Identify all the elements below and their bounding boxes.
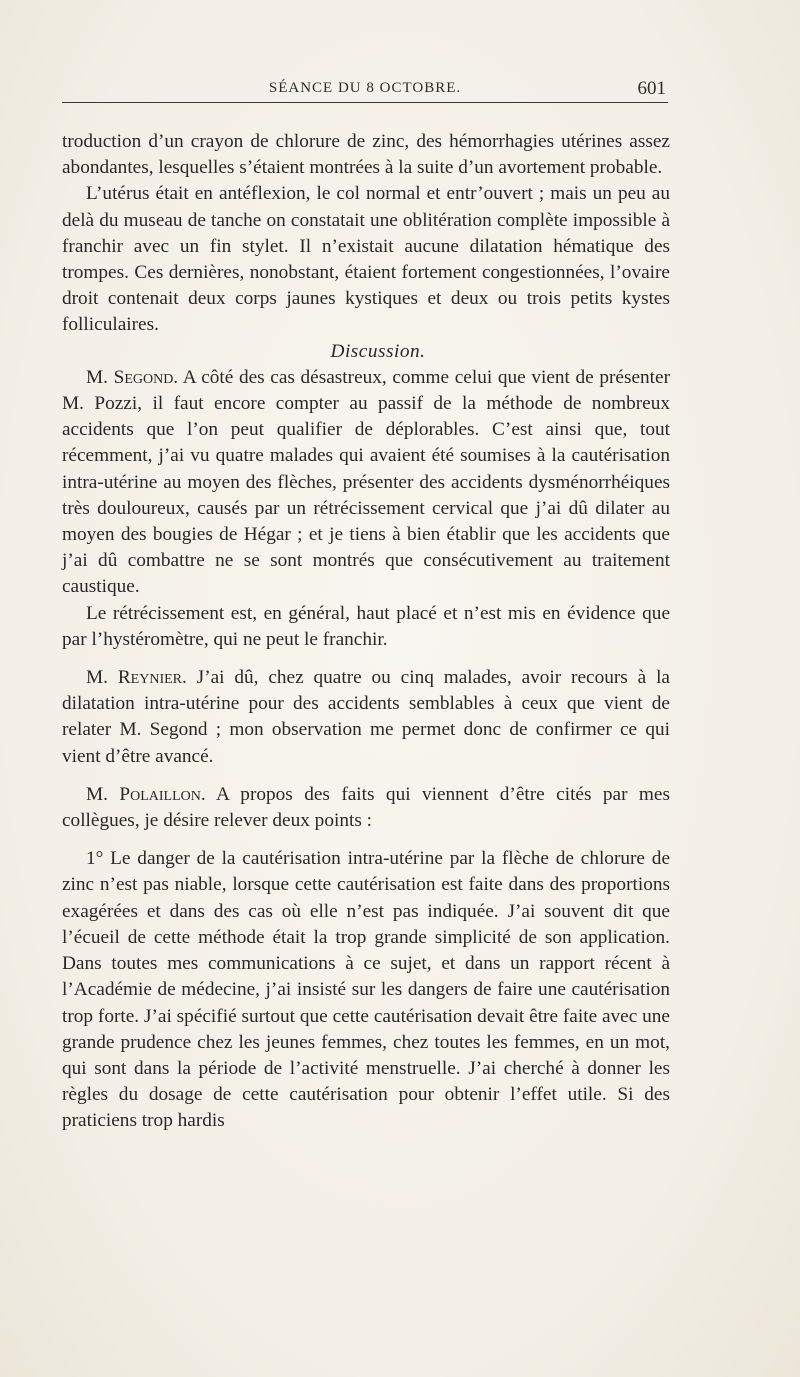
reynier-remarks: J’ai dû, chez quatre ou cinq malades, avoir recours à la dilatation intra-utérine pour des accidents semblables à ceux que vient de relater M. Segond ; mon observation me permet donc de confirmer ce qui vient d’être avancé. <box>62 667 670 767</box>
segond-remarks: A côté des cas désastreux, comme celui que vient de présenter M. Pozzi, il faut encore compter au passif de la méthode de nombreux accidents que l’on peut qualifier de déplorables. C’est ainsi que, tout récemment, j’ai vu quatre malades qui avaient été soumises à la cautérisation intra-utérine au moyen des flèches, présenter des accidents dysménorrhéiques très douloureux, causés par un rétrécissement cervical que j’ai dû dilater au moyen des bougies de Hégar ; et je tiens à bien établir que les accidents que j’ai dû combattre ne se sont montrés que consécutivement au traitement caustique. <box>62 366 670 598</box>
speaker-reynier: M. Reynier. <box>86 667 187 689</box>
speaker-polaillon: M. Polaillon. <box>86 783 206 805</box>
discussion-heading: Discussion. <box>330 340 426 362</box>
page-header <box>62 78 668 103</box>
paragraph-segond-2: Le rétrécissement est, en général, haut placé et n’est mis en évidence que par l’hystéromètre, qui ne peut le franchir. <box>62 602 670 650</box>
paragraph-segond <box>62 365 670 601</box>
paragraph-continuation: troduction d’un crayon de chlorure de zinc, des hémorrhagies utérines assez abondantes, lesquelles s’étaient montrées à la suite d’un avortement probable. <box>62 131 670 179</box>
polaillon-remarks: A propos des faits qui viennent d’être cités par mes collègues, je désire relever deux points : <box>62 783 670 832</box>
paragraph-polaillon <box>62 782 670 834</box>
paragraph-uterus-description: L’utérus était en antéflexion, le col normal et entr’ouvert ; mais un peu au delà du museau de tanche on constatait une oblitération complète impossible à franchir avec un fin stylet. Il n’existait aucune dilatation hématique des trompes. Ces dernières, nonobstant, étaient fortement congestionnées, l’ovaire droit contenait deux corps jaunes kystiques et deux ou trois petits kystes folliculaires. <box>62 183 670 336</box>
speaker-segond: M. Segond. <box>86 366 179 388</box>
body-text <box>62 129 670 1135</box>
paragraph-point-1: 1° Le danger de la cautérisation intra-utérine par la flèche de chlorure de zinc n’est pas niable, lorsque cette cautérisation est faite dans des proportions exagérées et dans des cas où elle n’est pas indiquée. J’ai souvent dit que l’écueil de cette méthode était la trop grande simplicité de son application. Dans toutes mes communications à ce sujet, et dans un rapport récent à l’Académie de médecine, j’ai insisté sur les dangers de faire une cautérisation trop forte. J’ai spécifié surtout que cette cautérisation devait être faite avec une grande prudence chez les jeunes femmes, chez toutes les femmes, en un mot, qui sont dans la période de l’activité menstruelle. J’ai cherché à donner les règles du dosage de cette cautérisation pour obtenir l’effet utile. Si des praticiens trop hardis <box>62 848 670 1132</box>
paragraph-reynier <box>62 665 670 770</box>
running-title: SÉANCE DU 8 OCTOBRE. <box>268 80 462 96</box>
page-number: 601 <box>637 78 666 99</box>
